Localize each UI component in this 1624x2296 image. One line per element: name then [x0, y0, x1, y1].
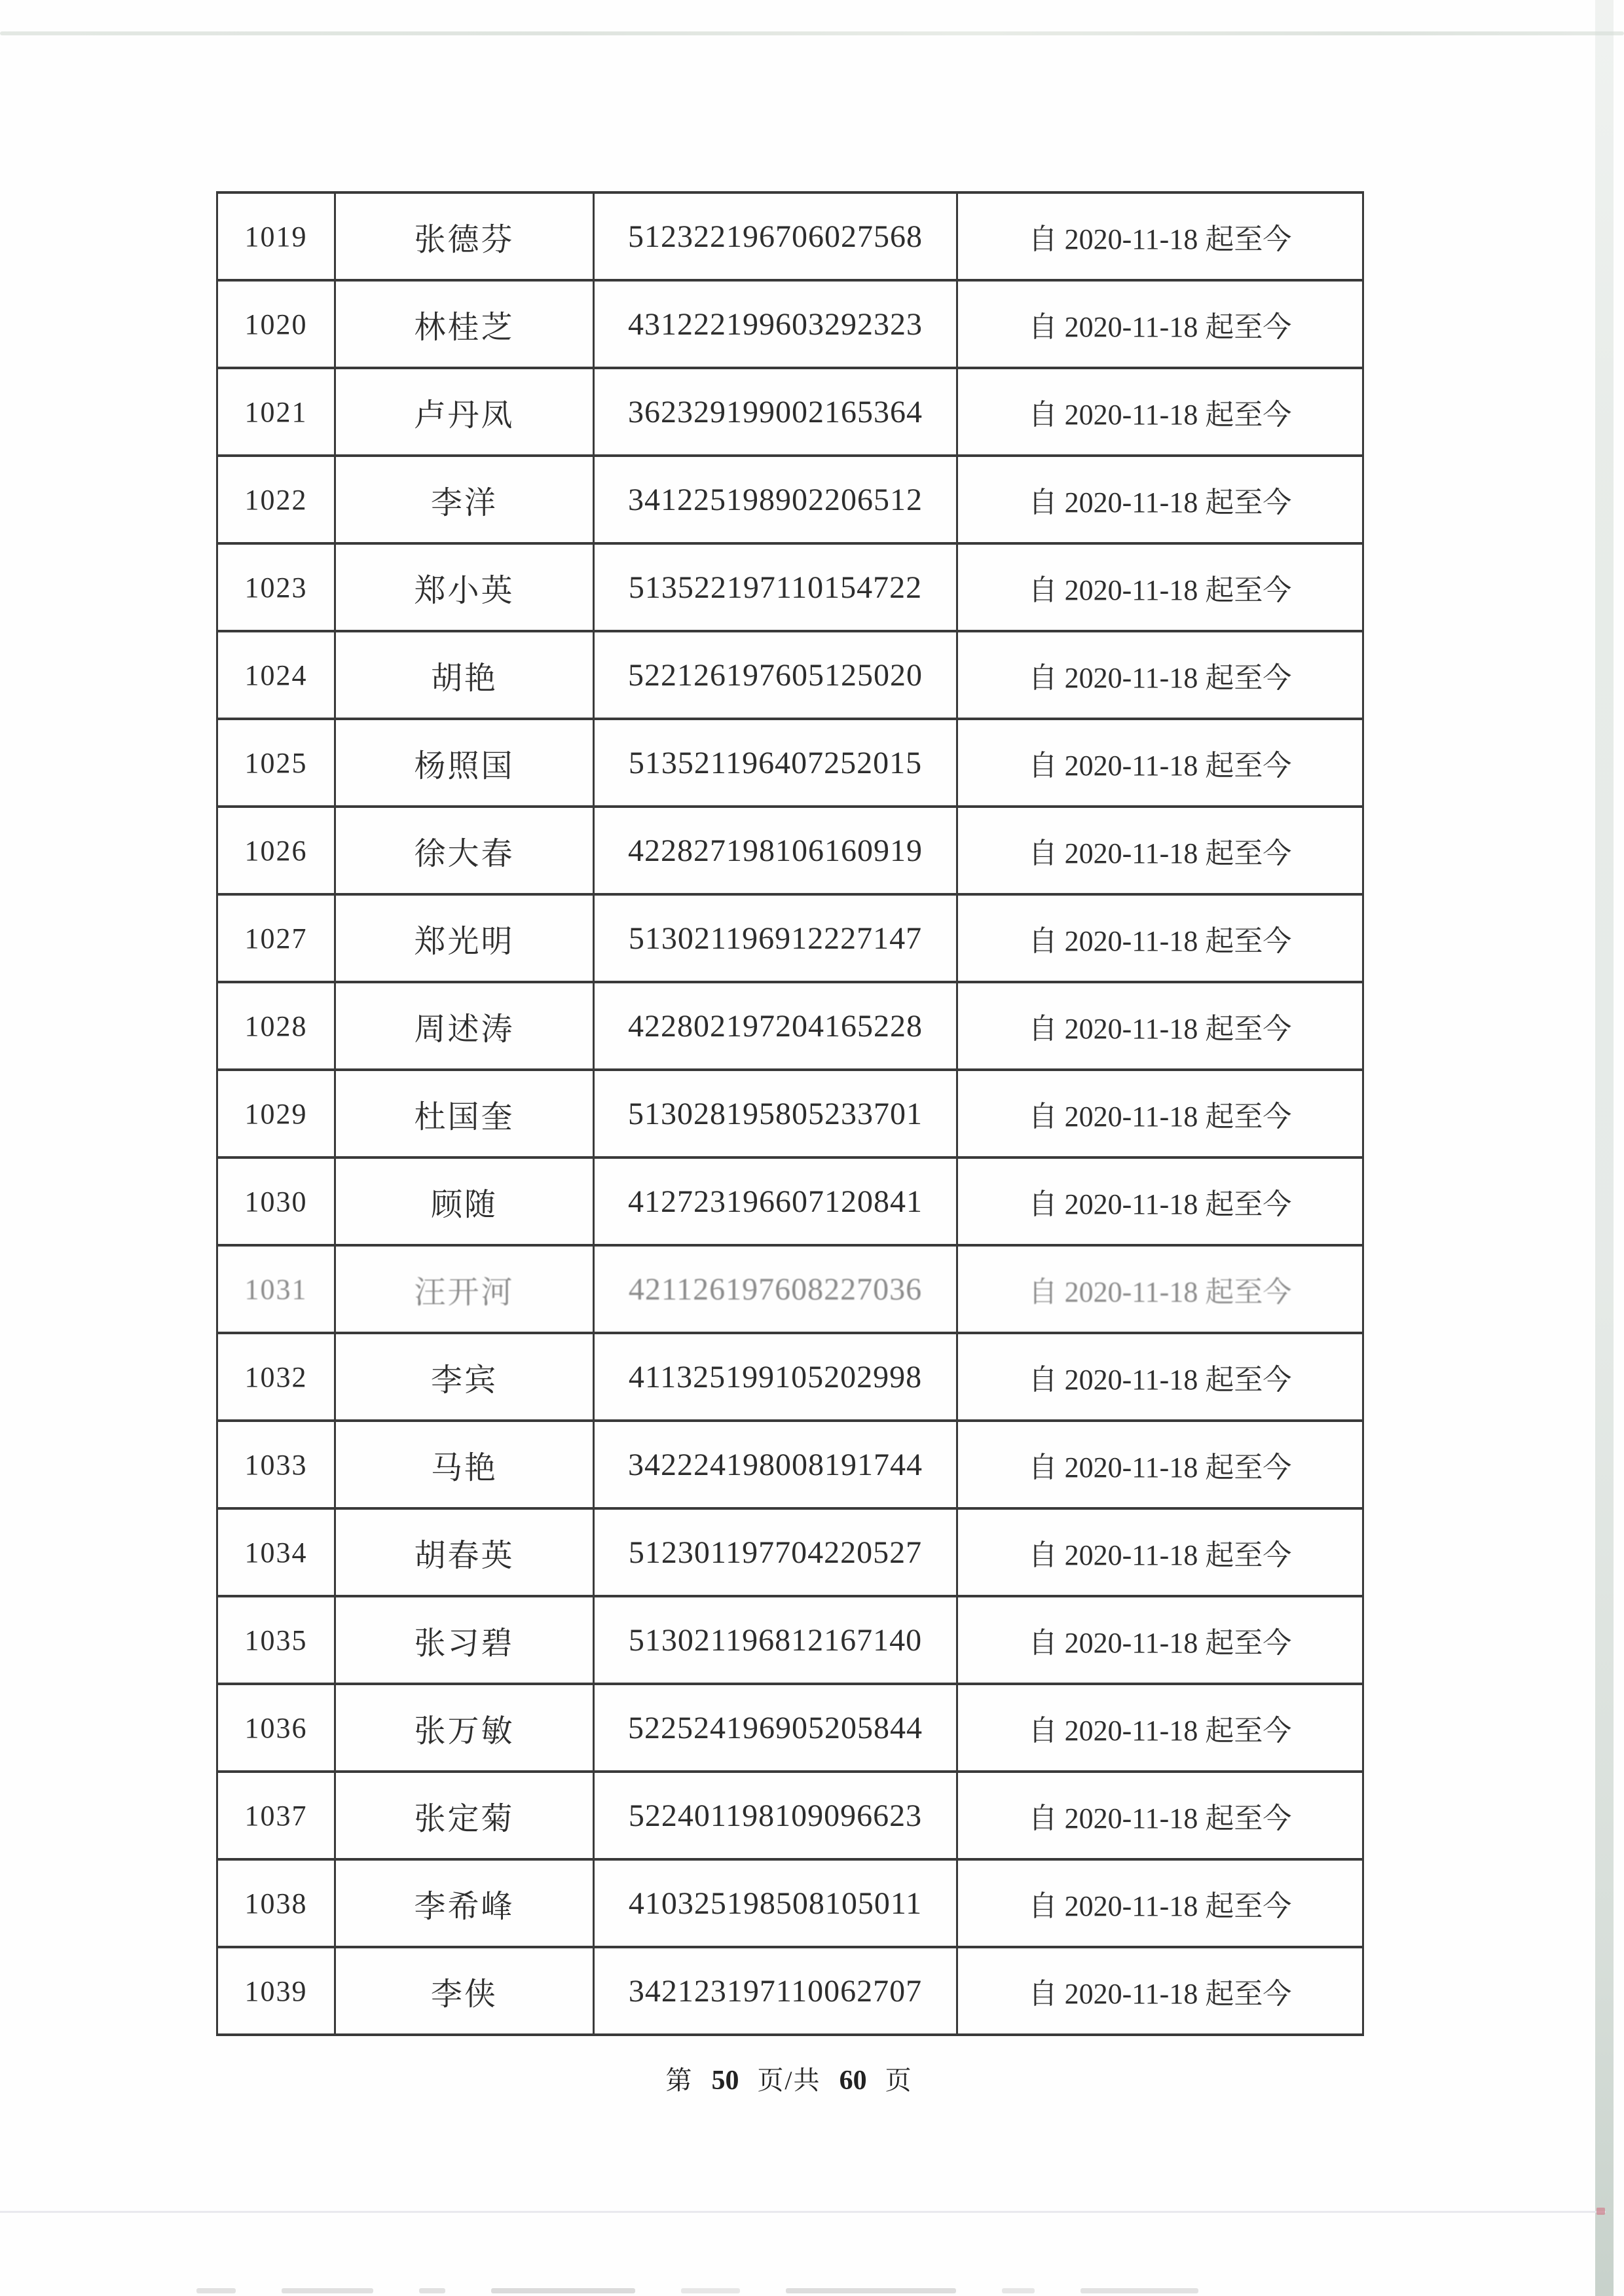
row-number-cell: 1032 [217, 1333, 335, 1421]
id-number-cell: 512322196706027568 [594, 192, 957, 280]
footer-prefix: 第 [665, 2066, 693, 2095]
name-cell: 李洋 [335, 456, 594, 543]
validity-period-cell: 自 2020-11-18 起至今 [957, 982, 1363, 1070]
row-number-cell: 1038 [217, 1859, 335, 1947]
row-number-cell: 1020 [217, 280, 335, 368]
table-row [217, 894, 1363, 982]
scan-artifact-right-edge [1595, 0, 1614, 2296]
table-row [217, 543, 1363, 631]
row-number-cell: 1037 [217, 1772, 335, 1859]
id-number-cell: 342123197110062707 [594, 1947, 957, 2035]
name-cell: 杨照国 [335, 719, 594, 807]
validity-period-cell: 自 2020-11-18 起至今 [957, 543, 1363, 631]
row-number-cell: 1026 [217, 807, 335, 894]
id-number-cell: 513522197110154722 [594, 543, 957, 631]
scan-artifact-top-edge [0, 31, 1624, 35]
id-number-cell: 362329199002165364 [594, 368, 957, 456]
records-table [216, 191, 1364, 2036]
row-number-cell: 1023 [217, 543, 335, 631]
table-row [217, 1947, 1363, 2035]
validity-period-cell: 自 2020-11-18 起至今 [957, 1596, 1363, 1684]
row-number-cell: 1029 [217, 1070, 335, 1157]
id-number-cell: 411325199105202998 [594, 1333, 957, 1421]
table-row [217, 1684, 1363, 1772]
name-cell: 卢丹凤 [335, 368, 594, 456]
name-cell: 张定菊 [335, 1772, 594, 1859]
footer-total-pages: 60 [839, 2066, 867, 2096]
table-row [217, 1772, 1363, 1859]
footer-separator: 页/共 [757, 2066, 821, 2095]
table-row [217, 1245, 1363, 1333]
id-number-cell: 522126197605125020 [594, 631, 957, 719]
name-cell: 李宾 [335, 1333, 594, 1421]
name-cell: 周述涛 [335, 982, 594, 1070]
validity-period-cell: 自 2020-11-18 起至今 [957, 894, 1363, 982]
table-row [217, 1859, 1363, 1947]
validity-period-cell: 自 2020-11-18 起至今 [957, 1508, 1363, 1596]
table-row [217, 1070, 1363, 1157]
id-number-cell: 421126197608227036 [594, 1245, 957, 1333]
validity-period-cell: 自 2020-11-18 起至今 [957, 280, 1363, 368]
table-row [217, 1508, 1363, 1596]
row-number-cell: 1019 [217, 192, 335, 280]
validity-period-cell: 自 2020-11-18 起至今 [957, 1947, 1363, 2035]
row-number-cell: 1024 [217, 631, 335, 719]
id-number-cell: 422802197204165228 [594, 982, 957, 1070]
table-row [217, 280, 1363, 368]
name-cell: 林桂芝 [335, 280, 594, 368]
validity-period-cell: 自 2020-11-18 起至今 [957, 719, 1363, 807]
name-cell: 徐大春 [335, 807, 594, 894]
scan-artifact-red-dot [1596, 2208, 1605, 2215]
row-number-cell: 1034 [217, 1508, 335, 1596]
validity-period-cell: 自 2020-11-18 起至今 [957, 368, 1363, 456]
name-cell: 胡春英 [335, 1508, 594, 1596]
id-number-cell: 522524196905205844 [594, 1684, 957, 1772]
id-number-cell: 513521196407252015 [594, 719, 957, 807]
table-row [217, 631, 1363, 719]
row-number-cell: 1031 [217, 1245, 335, 1333]
id-number-cell: 410325198508105011 [594, 1859, 957, 1947]
table-row [217, 719, 1363, 807]
table-row [217, 982, 1363, 1070]
validity-period-cell: 自 2020-11-18 起至今 [957, 1245, 1363, 1333]
name-cell: 张习碧 [335, 1596, 594, 1684]
name-cell: 顾随 [335, 1157, 594, 1245]
id-number-cell: 513021196912227147 [594, 894, 957, 982]
validity-period-cell: 自 2020-11-18 起至今 [957, 1333, 1363, 1421]
scan-artifact-bottom-smudges [196, 2287, 1441, 2295]
scan-artifact-bottom-line [0, 2211, 1606, 2213]
footer-suffix: 页 [885, 2066, 913, 2095]
table-row [217, 1333, 1363, 1421]
row-number-cell: 1027 [217, 894, 335, 982]
name-cell: 胡艳 [335, 631, 594, 719]
table-row [217, 192, 1363, 280]
id-number-cell: 513028195805233701 [594, 1070, 957, 1157]
validity-period-cell: 自 2020-11-18 起至今 [957, 1157, 1363, 1245]
name-cell: 郑小英 [335, 543, 594, 631]
name-cell: 汪开河 [335, 1245, 594, 1333]
id-number-cell: 522401198109096623 [594, 1772, 957, 1859]
name-cell: 杜国奎 [335, 1070, 594, 1157]
row-number-cell: 1035 [217, 1596, 335, 1684]
row-number-cell: 1021 [217, 368, 335, 456]
name-cell: 张万敏 [335, 1684, 594, 1772]
validity-period-cell: 自 2020-11-18 起至今 [957, 1859, 1363, 1947]
table-row [217, 807, 1363, 894]
validity-period-cell: 自 2020-11-18 起至今 [957, 1421, 1363, 1508]
row-number-cell: 1022 [217, 456, 335, 543]
name-cell: 李侠 [335, 1947, 594, 2035]
id-number-cell: 513021196812167140 [594, 1596, 957, 1684]
id-number-cell: 431222199603292323 [594, 280, 957, 368]
validity-period-cell: 自 2020-11-18 起至今 [957, 631, 1363, 719]
id-number-cell: 341225198902206512 [594, 456, 957, 543]
validity-period-cell: 自 2020-11-18 起至今 [957, 1070, 1363, 1157]
name-cell: 郑光明 [335, 894, 594, 982]
name-cell: 马艳 [335, 1421, 594, 1508]
table-row [217, 456, 1363, 543]
row-number-cell: 1033 [217, 1421, 335, 1508]
row-number-cell: 1028 [217, 982, 335, 1070]
footer-page-number: 50 [711, 2066, 739, 2096]
table-row [217, 368, 1363, 456]
row-number-cell: 1030 [217, 1157, 335, 1245]
id-number-cell: 422827198106160919 [594, 807, 957, 894]
table-row [217, 1596, 1363, 1684]
id-number-cell: 512301197704220527 [594, 1508, 957, 1596]
name-cell: 张德芬 [335, 192, 594, 280]
table-row [217, 1157, 1363, 1245]
validity-period-cell: 自 2020-11-18 起至今 [957, 192, 1363, 280]
validity-period-cell: 自 2020-11-18 起至今 [957, 807, 1363, 894]
page-footer [216, 2060, 1362, 2097]
table-row [217, 1421, 1363, 1508]
row-number-cell: 1039 [217, 1947, 335, 2035]
name-cell: 李希峰 [335, 1859, 594, 1947]
validity-period-cell: 自 2020-11-18 起至今 [957, 1684, 1363, 1772]
validity-period-cell: 自 2020-11-18 起至今 [957, 456, 1363, 543]
row-number-cell: 1036 [217, 1684, 335, 1772]
row-number-cell: 1025 [217, 719, 335, 807]
id-number-cell: 342224198008191744 [594, 1421, 957, 1508]
validity-period-cell: 自 2020-11-18 起至今 [957, 1772, 1363, 1859]
id-number-cell: 412723196607120841 [594, 1157, 957, 1245]
